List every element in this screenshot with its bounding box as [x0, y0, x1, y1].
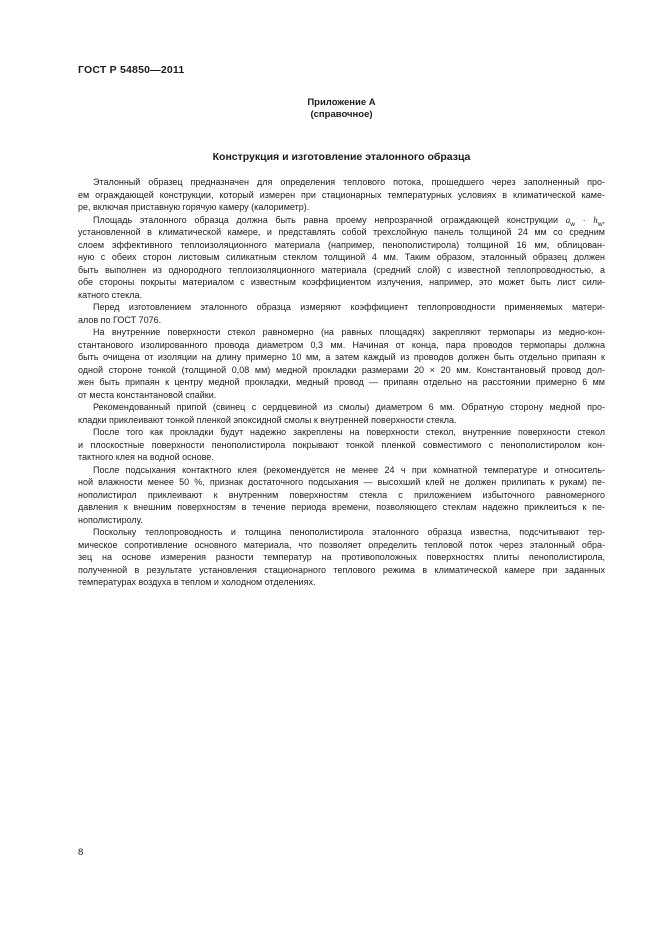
text-line: ре, включая приставную горячую камеру (калориметр). [78, 202, 310, 212]
text-line: установленной в климатической камере, и представлять собой трехслойную панель толщиной 24 мм со средним [78, 227, 605, 237]
text-line: Перед изготовлением эталонного образца измеряют коэффициент теплопроводности применяемых матери- [93, 302, 605, 312]
text-line: одной стороне тонкой (толщиной 0,08 мм) медной прокладки размерами 20 × 20 мм. Константановый провод дол- [78, 364, 605, 375]
text-line: ную с обеих сторон листовым силикатным стеклом толщиной 4 мм. Таким образом, эталонный образец должен [78, 252, 605, 262]
text-line: нополистиролу. [78, 514, 143, 525]
text-line: слоем эффективного теплоизоляционного материала (например, пенополистирола) толщиной 16 мм, облицован- [78, 239, 605, 250]
text-line: быть очищена от изоляции на длину примерно 10 мм, а затем каждый из проводов должен быть отдельно припаян к [78, 352, 605, 362]
text-line: от места константановой спайки. [78, 389, 217, 400]
text-line: быть выполнен из однородного теплоизоляционного материала (средний слой) с известной теплопроводностью, а [78, 264, 605, 275]
text-line: алов по ГОСТ 7076. [78, 314, 162, 325]
text-line: жен быть припаян к центру медной прокладки, медный провод — припаян отдельно на расстоянии примерно 6 мм [78, 377, 605, 387]
text-line: После подсыхания контактного клея (рекомендуется не менее 24 ч при комнатной температуре и относитель- [93, 464, 605, 475]
text-line: Рекомендованный припой (свинец с сердцевиной из смолы) диаметром 6 мм. Обратную сторону медной про- [93, 402, 605, 412]
text-line: Площадь эталонного образца должна быть равна проему непрозрачной ограждающей конструкции $a_w \cdot h_w$, [93, 214, 606, 228]
text-line: и плоскостные поверхности пенополистирола покрывают тонкой пленкой совместимого с пенополистиролом кон- [78, 439, 605, 450]
text-line: стантанового изолированного провода диаметром 0,3 мм. Начиная от конца, пара проводов термопары должна [78, 339, 605, 350]
page-number: 8 [78, 847, 84, 858]
text-line: полученной в результате установления стационарного теплового режима в климатической камере при заданных [78, 564, 605, 575]
text-line: Эталонный образец предназначен для определения теплового потока, прошедшего через заполненный про- [93, 177, 605, 187]
appendix-heading [78, 97, 605, 121]
text-line: катного стекла. [78, 289, 142, 300]
appendix-note: (справочное) [310, 109, 373, 120]
text-line: ной влажности менее 50 %, признак достаточного подсыхания — высохший клей не должен прилипать к рукам) пе- [78, 477, 605, 487]
text-line: обе стороны покрыты материалом с известным коэффициентом излучения, например, это может быть лист сили- [78, 277, 605, 287]
text-line: Поскольку теплопроводность и толщина пенополистирола эталонного образца известна, подсчитывают тер- [93, 527, 605, 537]
text-line: После того как прокладки будут надежно закреплены на поверхности стекол, внутренние поверхности стекол [93, 427, 605, 437]
text-line: тактного клея на водной основе. [78, 452, 214, 462]
text-line: температурах воздуха в теплом и холодном отделениях. [78, 577, 316, 587]
text-line: зец на основе измерения разности температур на противоположных поверхностях плиты пенополистирола, [78, 552, 605, 562]
text-line: давления к внешним поверхностям в течение периода времени, позволяющего стеклам надежно приклеиться к пе- [78, 502, 605, 512]
document-body [78, 176, 605, 589]
appendix-label: Приложение А [307, 97, 376, 108]
text-line: кладки приклеивают тонкой пленкой эпоксидной смолы к внутренней поверхности стекла. [78, 414, 457, 425]
text-line: ем ограждающей конструкции, который измерен при стационарных температурных условиях в климатической каме- [78, 189, 605, 200]
text-line: нополистирол приклеивают к внутренним поверхностям стекла с приложением избыточного равномерного [78, 489, 605, 500]
text-line: мическое сопротивление основного материала, что позволяет определить тепловой поток через эталонный обра- [78, 539, 605, 550]
text-line: На внутренние поверхности стекол равномерно (на равных площадях) закрепляют термопары из медно-кон- [93, 327, 605, 337]
standard-code: ГОСТ Р 54850—2011 [78, 64, 185, 76]
page-title: Конструкция и изготовление эталонного образца [212, 151, 471, 163]
